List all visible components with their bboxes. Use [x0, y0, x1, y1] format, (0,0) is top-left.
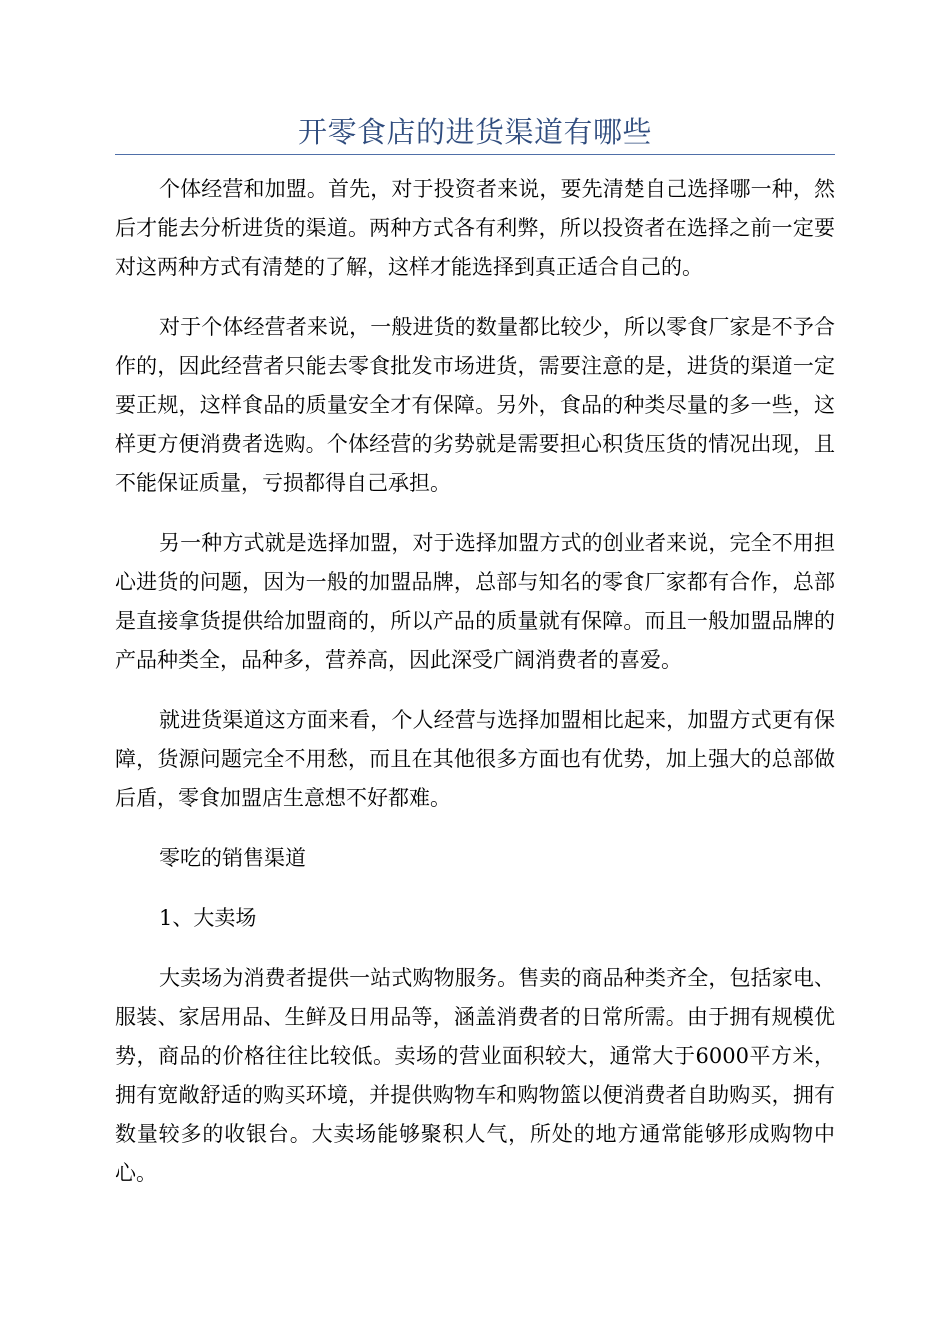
title-underline — [115, 154, 835, 155]
paragraph-individual-business: 对于个体经营者来说，一般进货的数量都比较少，所以零食厂家是不予合作的，因此经营者只能去零食批发市场进货，需要注意的是，进货的渠道一定要正规，这样食品的质量安全才有保障。另外，食品的种类尽量的多一些，这样更方便消费者选购。个体经营的劣势就是需要担心积货压货的情况出现，且不能保证质量，亏损都得自己承担。 — [115, 315, 835, 495]
document-body — [115, 170, 835, 1214]
paragraph-franchise: 另一种方式就是选择加盟，对于选择加盟方式的创业者来说，完全不用担心进货的问题，因为一般的加盟品牌，总部与知名的零食厂家都有合作，总部是直接拿货提供给加盟商的，所以产品的质量就有保障。而且一般加盟品牌的产品种类全，品种多，营养高，因此深受广阔消费者的喜爱。 — [115, 531, 835, 672]
paragraph-intro: 个体经营和加盟。首先，对于投资者来说，要先清楚自己选择哪一种，然后才能去分析进货的渠道。两种方式各有利弊，所以投资者在选择之前一定要对这两种方式有清楚的了解，这样才能选择到真正适合自己的。 — [115, 177, 835, 279]
subheading-hypermarket: 1、大卖场 — [159, 906, 257, 930]
paragraph-comparison: 就进货渠道这方面来看，个人经营与选择加盟相比起来，加盟方式更有保障，货源问题完全不用愁，而且在其他很多方面也有优势，加上强大的总部做后盾，零食加盟店生意想不好都难。 — [115, 708, 835, 810]
section-heading-sales-channels: 零吃的销售渠道 — [159, 846, 306, 870]
paragraph-hypermarket: 大卖场为消费者提供一站式购物服务。售卖的商品种类齐全，包括家电、服装、家居用品、生鲜及日用品等，涵盖消费者的日常所需。由于拥有规模优势，商品的价格往往比较低。卖场的营业面积较大，通常大于6000平方米，拥有宽敞舒适的购买环境，并提供购物车和购物篮以便消费者自助购买，拥有数量较多的收银台。大卖场能够聚积人气，所处的地方通常能够形成购物中心。 — [115, 966, 835, 1185]
document-title: 开零食店的进货渠道有哪些 — [297, 115, 652, 149]
